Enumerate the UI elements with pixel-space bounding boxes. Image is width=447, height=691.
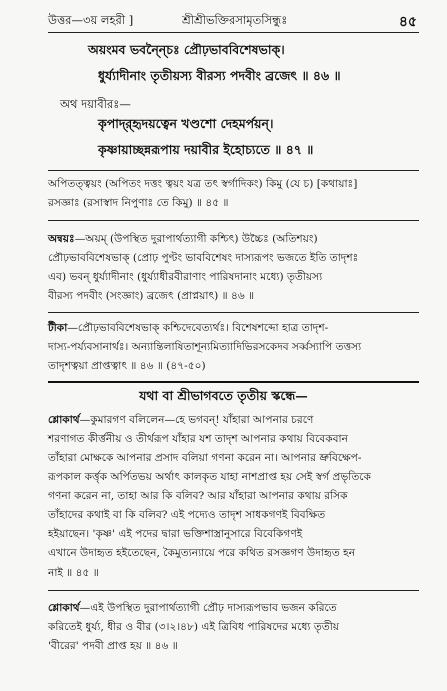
gloss-line: রসজ্ঞাঃ (রসাস্বাদ নিপুণাঃ তে কিমু) ॥ ৪৫ ॥ (48, 197, 229, 209)
verse-46-line-2: ধুর্য্যাদীনাং তৃতীয়স্য বীরস্য পদবীং ব্রজেৎ ॥ ৪৬ ॥ (98, 68, 341, 83)
verse-47-line-1: কৃপাদ্র্হৃদয়ত্বেন খণ্ডশো দেহমর্পয়ন্‌। (98, 116, 274, 131)
section-rule-4 (48, 381, 419, 383)
shlokartha-line: তাঁহারা মোক্ষকে আপনার প্রসাদ বলিয়া গণনা করেন না। আপনার ভ্রুবিক্ষেপ- (48, 452, 362, 464)
anvaya-lead: অন্বয়ঃ (48, 233, 75, 245)
tika-line: দাস্য-পর্য্যবসানার্থঃ। অন্যান্তিলাষিতাশূন্যমিত্যাদিভিরসকেদব সর্ব্বস্যাপি তত্তস্য (48, 341, 362, 353)
shlokartha-line: রূপকাল কর্ত্তৃক অর্পিতভয় অর্থাৎ কালকৃত যাহা নাশপ্রাপ্ত হয় সেই স্বর্গ প্রভৃতিকে (48, 471, 371, 483)
shlokartha-line: গণনা করেন না, তাহা আর কি বলিব? আর যাঁহারা আপনার কথায় রসিক (48, 490, 348, 502)
header-book-title: শ্রীশ্রীভক্তিরসামৃতসিন্ধুঃ (182, 13, 288, 27)
section-rule-2 (48, 220, 419, 221)
section-label-dayavira: অথ দয়াবীরঃ— (60, 97, 131, 111)
shlokartha-line: এখানে উদাহৃত হইতেছেন, কৈমুত্যন্যায়ে পরে কথিত রসজ্ঞগণ উদাহৃত হন (48, 547, 356, 559)
tika-lead: টীকা (48, 322, 68, 334)
shlokartha-line (48, 413, 313, 430)
shlokartha-line: শরণাগত কীর্ত্তনীয় ও তীর্থরূপ যাঁহার যশ তাদৃশ আপনার কথায় বিবেকবান (48, 433, 348, 445)
section-rule-1 (48, 170, 419, 171)
shlokartha2-line (48, 601, 337, 618)
section-title: যথা বা শ্রীভাগবতে তৃতীয় স্কন্ধে— (139, 388, 308, 403)
shlokartha-line: তাঁহাদের কথাই বা কি বলিব? এই পদ্যেও তাদৃশ সাধকগণই বিবক্ষিত (48, 509, 326, 521)
verse-46-line-1: অয়ংমব ভবন্ন্চৈঃ প্রৌঢ়ভাববিশেষভাক্‌। (88, 42, 285, 57)
gloss-line: অপিতত্ত্বয়ং (অপিতং দত্তং ত্বয়ং যত্র তৎ স্বর্গাদিকং) কিমু (যে চ) [কথায়াঃ] (48, 178, 358, 190)
tika-text: —প্রৌঢ়ভাববিশেষভাক্‌ কশ্চিদেবেত্যর্থঃ। বিশেষশব্দো হাত্র তাদৃশ- (67, 322, 329, 334)
verse-47-line-2: কৃষ্ণায়াচ্ছন্নরূপায় দয়াবীর ইহোচ্যতে ॥ ৪৭ ॥ (98, 142, 314, 157)
anvaya-line: এব) ভবন্‌ ধুর্য্যাদীনাং (ধুর্য্যাধীরবীরাণাং পারিষদানাং মধ্যে) তৃতীয়স্য (48, 271, 323, 283)
anvaya-line: বীরস্য পদবীং (সংজ্ঞাং) ব্রজেৎ (প্রাপ্নয়াৎ) ॥ ৪৬ ॥ (48, 290, 255, 302)
shlokartha-lead: শ্লোকার্থ (48, 414, 80, 426)
page-number: ৪৫ (398, 14, 417, 30)
shlokartha2-line: 'বীরের' পদবী প্রাপ্ত হয় ॥ ৪৬ ॥ (48, 640, 178, 652)
header-rule (48, 32, 419, 33)
shlokartha2-lead: শ্লোকার্থ (48, 602, 80, 614)
section-rule-3 (48, 312, 419, 313)
tika-line: তাদৃশত্বয়া প্রাপ্তত্বাৎ ॥ ৪৬ ॥ (৪৭-৫০) (48, 360, 206, 372)
header-chapter: উত্তর—৩য় লহরী ] (48, 13, 134, 27)
anvaya-line (48, 232, 318, 249)
shlokartha2-line: করিতেই ধুর্য্য, ধীর ও বীর (৩।২।৪৮) এই ত্রিবিধ পারিষদের মধ্যে তৃতীয় (48, 621, 340, 633)
shlokartha-line: নাই ॥ ৪৫ ॥ (48, 567, 99, 579)
shlokartha-line: হইয়াছেন। 'কৃষ্ণ' এই পদের দ্বারা ভক্তিশাস্ত্রানুসারে বিবেকিগণই (48, 528, 303, 540)
shlokartha-text: —কুমারগণ বলিলেন—হে ভগবন্‌! যাঁহারা আপনার চরণে (79, 414, 314, 426)
page-header (48, 10, 417, 32)
section-rule-5 (48, 590, 419, 591)
shlokartha2-text: —এই উপস্থিত দুরাপার্থত্যাগী প্রৌঢ় দাস্যরূপভাব ভজন করিতে (79, 602, 337, 614)
tika-line (48, 321, 328, 338)
anvaya-line: প্রৌঢ়ভাববিশেষভাক্‌ (প্রোঢ় পুণ্টং ভাববিশেষং দাস্যরূপং ভজতে ইতি তাদৃশঃ (48, 252, 359, 264)
anvaya-text: —অয়ম্‌ (উপস্থিত দুরাপার্থত্যাগী কশ্চিৎ) উচ্চৈঃ (অতিশয়ং) (74, 233, 318, 245)
